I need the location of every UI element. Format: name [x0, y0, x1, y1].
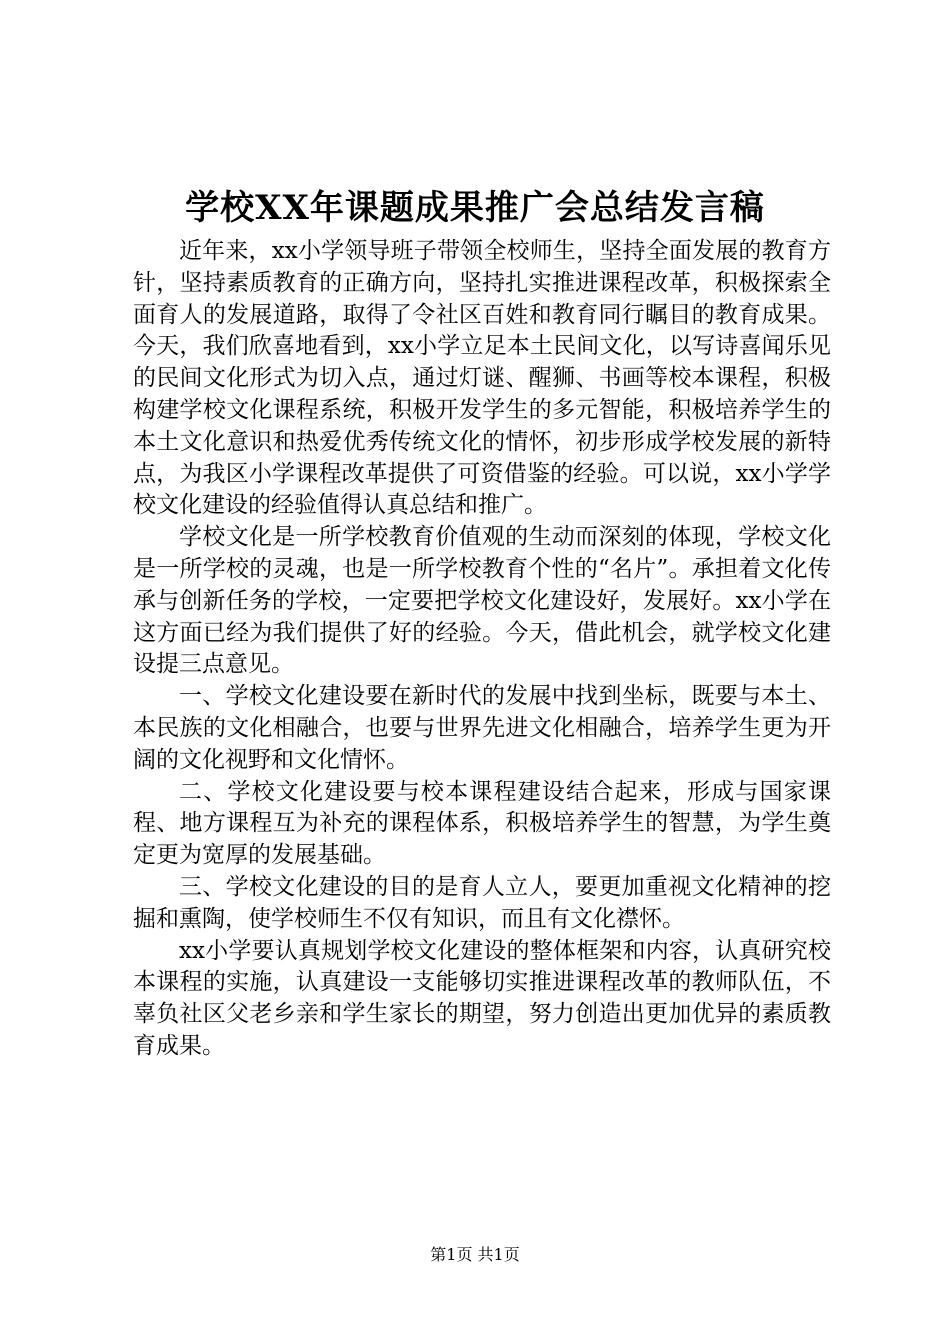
- paragraph-4: 二、学校文化建设要与校本课程建设结合起来，形成与国家课程、地方课程互为补充的课程体系，积极培养学生的智慧，为学生奠定更为宽厚的发展基础。: [133, 778, 831, 869]
- paragraph-6: xx小学要认真规划学校文化建设的整体框架和内容，认真研究校本课程的实施，认真建设一支能够切实推进课程改革的教师队伍，不辜负社区父老乡亲和学生家长的期望，努力创造出更加优异的素质教育成果。: [133, 937, 831, 1059]
- paragraph-3: 一、学校文化建设要在新时代的发展中找到坐标，既要与本土、本民族的文化相融合，也要与世界先进文化相融合，培养学生更为开阔的文化视野和文化情怀。: [133, 683, 831, 773]
- paragraph-5: 三、学校文化建设的目的是育人立人，要更加重视文化精神的挖掘和熏陶，使学校师生不仅有知识，而且有文化襟怀。: [133, 873, 831, 932]
- document-body: [133, 236, 831, 1063]
- paragraph-1: 近年来，xx小学领导班子带领全校师生，坚持全面发展的教育方针，坚持素质教育的正确方向，坚持扎实推进课程改革，积极探索全面育人的发展道路，取得了令社区百姓和教育同行瞩目的教育成果。今天，我们欣喜地看到，xx小学立足本土民间文化，以写诗喜闻乐见的民间文化形式为切入点，通过灯谜、醒狮、书画等校本课程，积极构建学校文化课程系统，积极开发学生的多元智能，积极培养学生的本土文化意识和热爱优秀传统文化的情怀，初步形成学校发展的新特点，为我区小学课程改革提供了可资借鉴的经验。可以说，xx小学学校文化建设的经验值得认真总结和推广。: [133, 238, 831, 519]
- page-number-footer: 第1页 共1页: [430, 1245, 520, 1264]
- paragraph-2: 学校文化是一所学校教育价值观的生动而深刻的体现，学校文化是一所学校的灵魂，也是一所学校教育个性的“名片”。承担着文化传承与创新任务的学校，一定要把学校文化建设好，发展好。xx小学在这方面已经为我们提供了好的经验。今天，借此机会，就学校文化建设提三点意见。: [133, 524, 831, 678]
- document-title: 学校XX年课题成果推广会总结发言稿: [185, 188, 765, 228]
